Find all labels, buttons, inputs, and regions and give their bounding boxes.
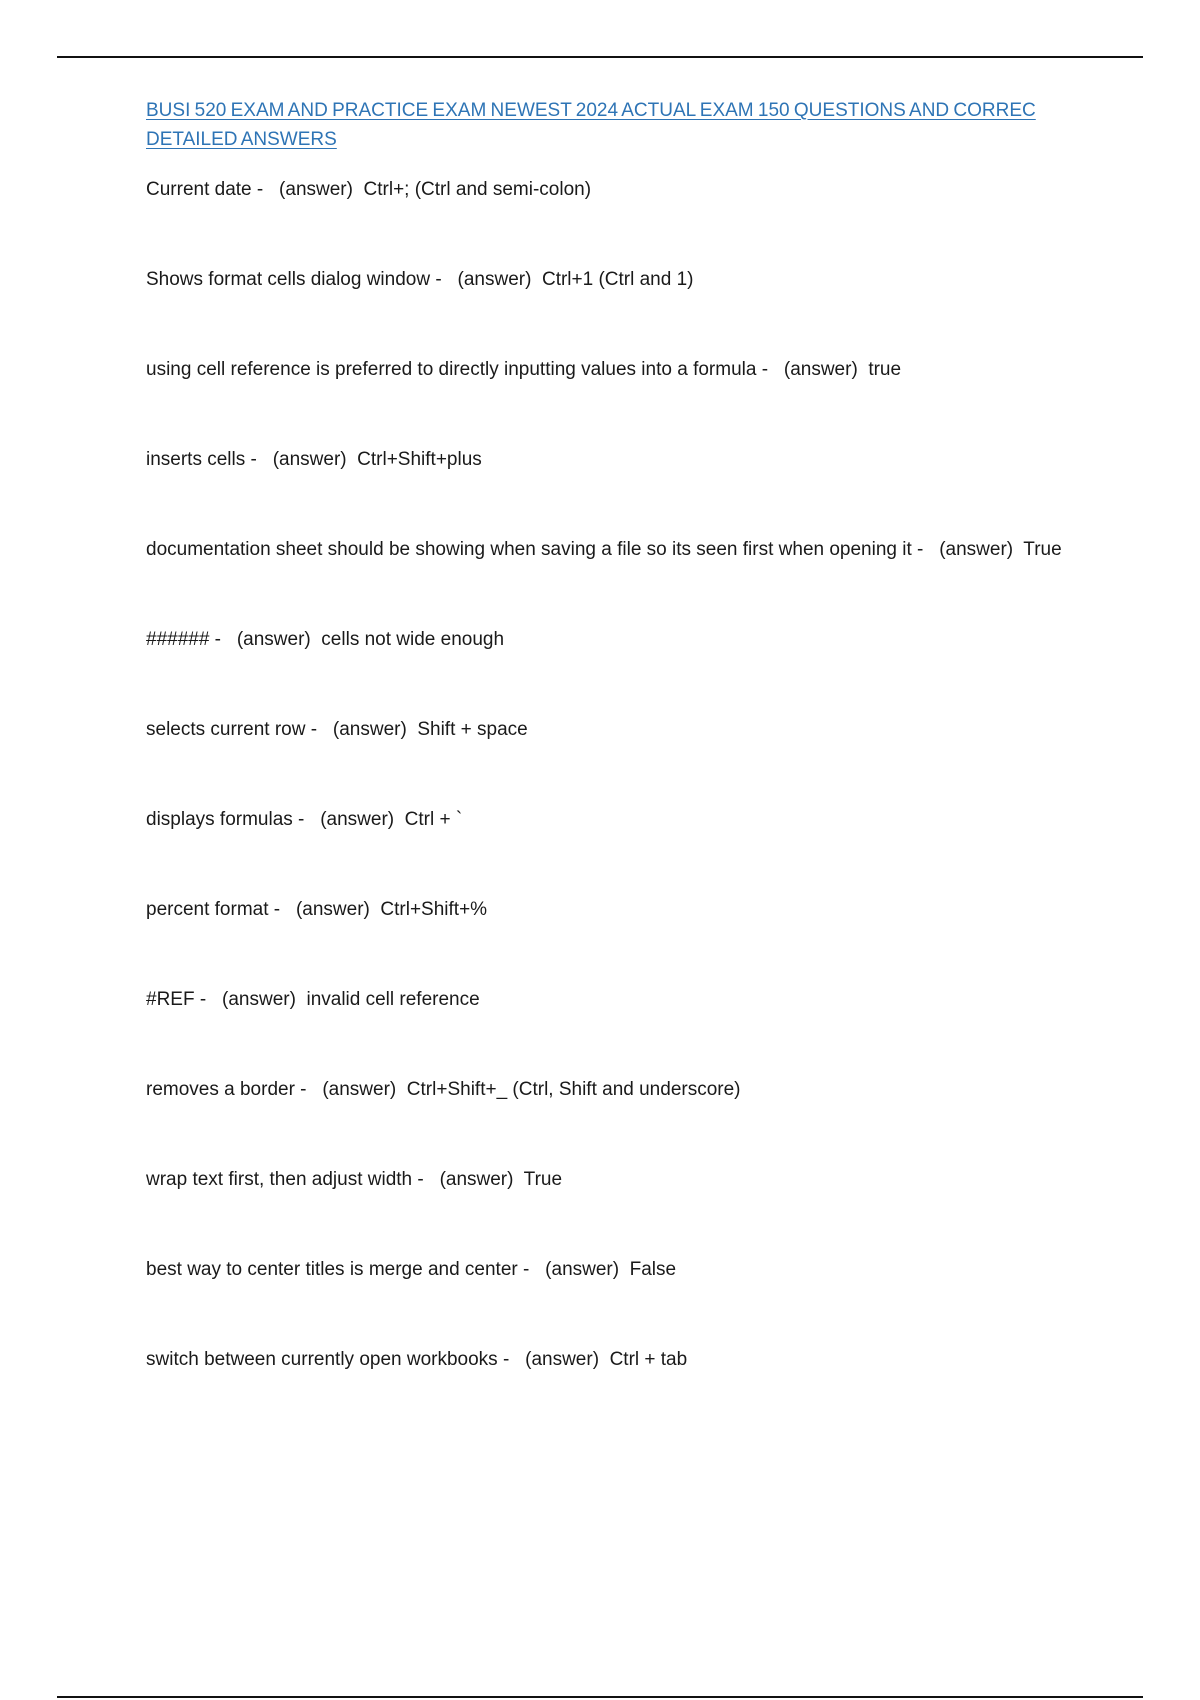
qa-item: using cell reference is preferred to directly inputting values into a formula - (answer) true <box>146 359 902 380</box>
qa-item: ###### - (answer) cells not wide enough <box>146 629 505 650</box>
qa-item: wrap text first, then adjust width - (answer) True <box>146 1169 563 1190</box>
qa-item: best way to center titles is merge and center - (answer) False <box>146 1259 677 1280</box>
qa-item: selects current row - (answer) Shift + space <box>146 719 528 740</box>
qa-item: switch between currently open workbooks - (answer) Ctrl + tab <box>146 1349 688 1370</box>
qa-item: Shows format cells dialog window - (answer) Ctrl+1 (Ctrl and 1) <box>146 269 694 290</box>
document-title-link[interactable]: BUSI 520 EXAM AND PRACTICE EXAM NEWEST 2024 ACTUAL EXAM 150 QUESTIONS AND CORREC DETAILED ANSWERS <box>146 100 1036 150</box>
qa-item: removes a border - (answer) Ctrl+Shift+_ (Ctrl, Shift and underscore) <box>146 1079 741 1100</box>
qa-item: displays formulas - (answer) Ctrl + ` <box>146 809 463 830</box>
qa-item: inserts cells - (answer) Ctrl+Shift+plus <box>146 449 482 470</box>
qa-item: percent format - (answer) Ctrl+Shift+% <box>146 899 488 920</box>
qa-item: #REF - (answer) invalid cell reference <box>146 989 480 1010</box>
qa-item: Current date - (answer) Ctrl+; (Ctrl and semi-colon) <box>146 179 592 200</box>
qa-list <box>146 175 1096 1374</box>
page-bottom-rule <box>57 1696 1143 1698</box>
qa-item: documentation sheet should be showing when saving a file so its seen first when opening it - (answer) True <box>146 539 1062 560</box>
page-content <box>146 96 1096 1374</box>
page-top-rule <box>57 56 1143 58</box>
